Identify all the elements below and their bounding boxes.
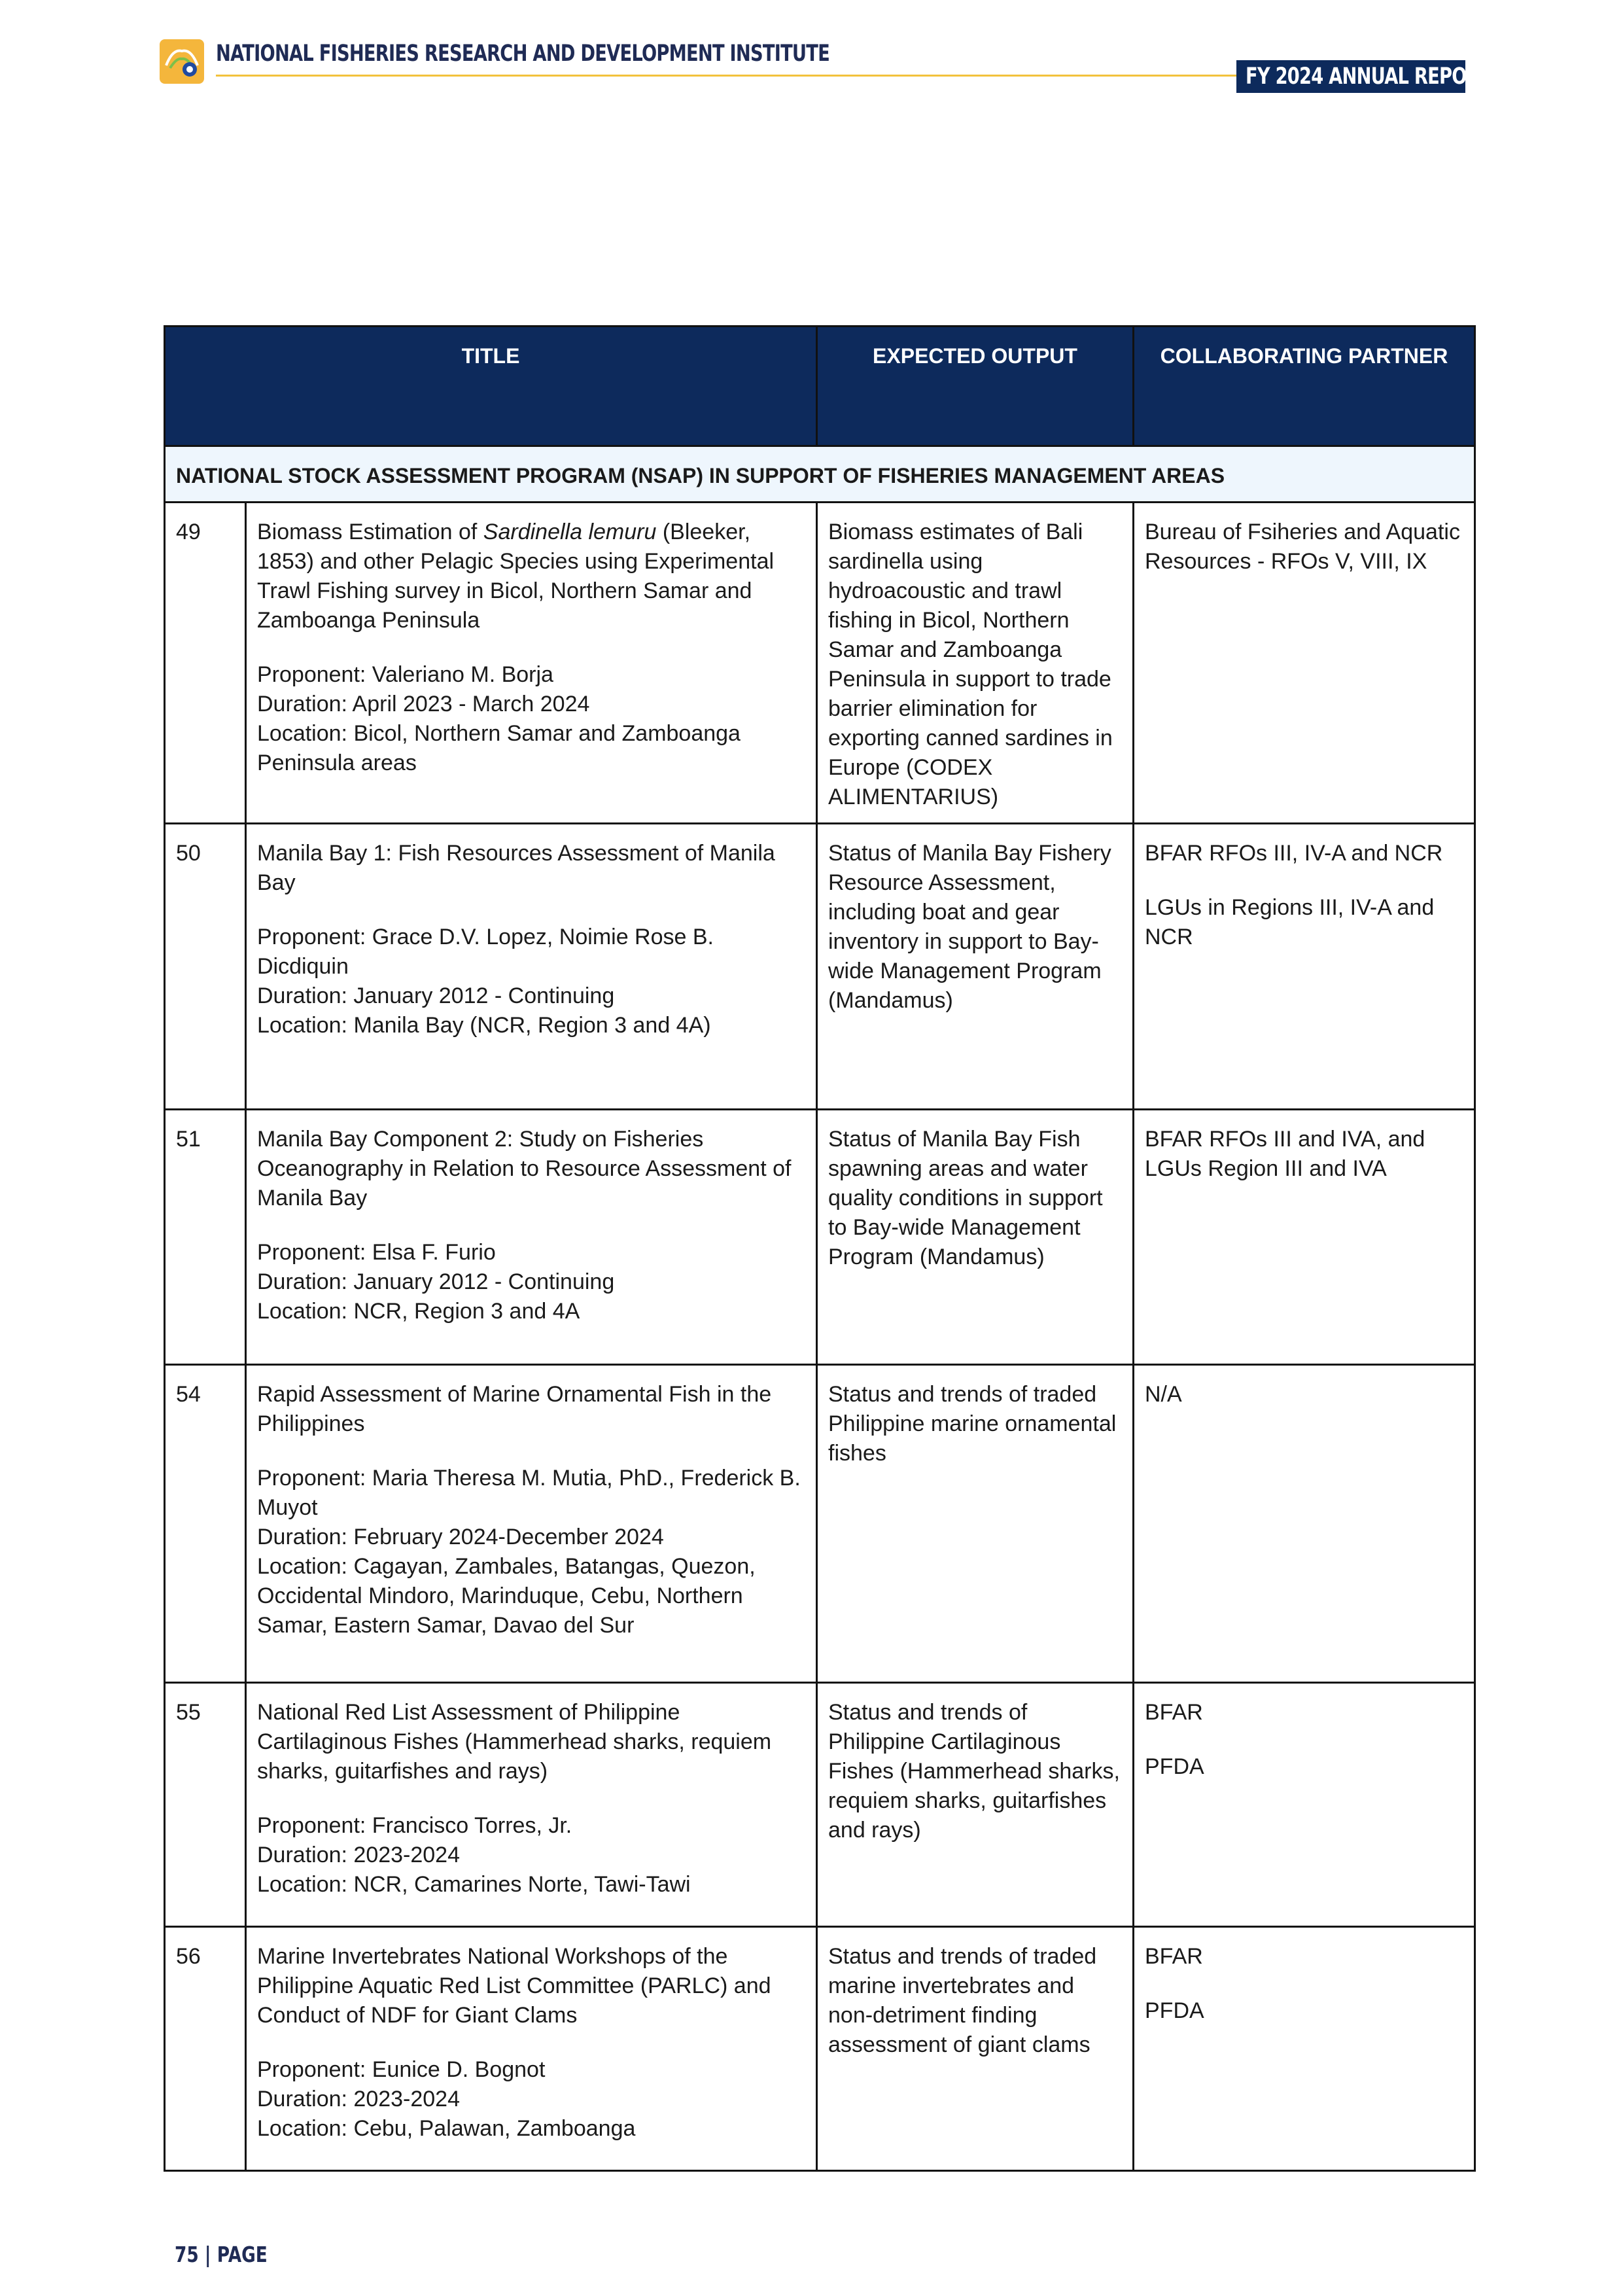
row-number: 50 [165, 824, 246, 1110]
title-text: (Bleeker, 1853) and other Pelagic Species using Experimental Trawl Fishing survey in Bicol, Northern Samar and Zamboanga Peninsula [257, 520, 775, 633]
row-output: Status and trends of Philippine Cartilaginous Fishes (Hammerhead sharks, requiem sharks, guitarfishes and rays) [817, 1683, 1134, 1927]
row-title: Marine Invertebrates National Workshops of the Philippine Aquatic Red List Committee (PARLC) and Conduct of NDF for Giant Clams [257, 1944, 771, 2028]
row-partner-secondary: PFDA [1145, 1998, 1204, 2023]
row-output: Biomass estimates of Bali sardinella using hydroacoustic and trawl fishing in Bicol, Northern Samar and Zamboanga Peninsula in support to trade barrier elimination for exporting canned sardines in Europe (CODEX ALIMENTARIUS) [817, 503, 1134, 824]
row-location: Location: Cebu, Palawan, Zamboanga [257, 2116, 636, 2141]
row-title: National Red List Assessment of Philippine Cartilaginous Fishes (Hammerhead sharks, requiem sharks, guitarfishes and rays) [257, 1700, 772, 1784]
table-row [165, 1683, 1475, 1927]
row-proponent: Proponent: Grace D.V. Lopez, Noimie Rose B. Dicdiquin [257, 925, 714, 979]
row-duration: Duration: 2023-2024 [257, 1843, 461, 1867]
row-proponent: Proponent: Valeriano M. Borja [257, 662, 553, 687]
title-text: Biomass Estimation of [257, 520, 483, 544]
row-number: 55 [165, 1683, 246, 1927]
row-duration: Duration: January 2012 - Continuing [257, 1269, 615, 1294]
row-partner: N/A [1134, 1365, 1475, 1683]
row-partner: BFAR RFOs III, IV-A and NCR [1145, 841, 1443, 866]
row-title: Manila Bay Component 2: Study on Fisheries Oceanography in Relation to Resource Assessment of Manila Bay [257, 1127, 792, 1210]
table-header-row [165, 327, 1475, 446]
row-location: Location: Cagayan, Zambales, Batangas, Quezon, Occidental Mindoro, Marinduque, Cebu, Northern Samar, Eastern Samar, Davao del Sur [257, 1554, 756, 1638]
row-location: Location: Bicol, Northern Samar and Zamboanga Peninsula areas [257, 721, 741, 775]
column-header-title: TITLE [165, 327, 817, 446]
row-partner-cell [1134, 1927, 1475, 2171]
column-header-output: EXPECTED OUTPUT [817, 327, 1134, 446]
report-badge [1236, 60, 1491, 93]
projects-table [164, 325, 1476, 2172]
row-proponent: Proponent: Maria Theresa M. Mutia, PhD., Frederick B. Muyot [257, 1466, 801, 1520]
row-location: Location: NCR, Region 3 and 4A [257, 1299, 580, 1324]
row-partner: BFAR [1145, 1944, 1203, 1969]
table-row [165, 824, 1475, 1110]
row-title-cell [246, 1365, 817, 1683]
section-title: NATIONAL STOCK ASSESSMENT PROGRAM (NSAP) IN SUPPORT OF FISHERIES MANAGEMENT AREAS [165, 446, 1475, 503]
row-partner: BFAR [1145, 1700, 1203, 1725]
row-output: Status of Manila Bay Fish spawning areas and water quality conditions in support to Bay-wide Management Program (Mandamus) [817, 1110, 1134, 1365]
table-row [165, 1365, 1475, 1683]
row-output: Status of Manila Bay Fishery Resource Assessment, including boat and gear inventory in support to Bay-wide Management Program (Mandamus) [817, 824, 1134, 1110]
row-output: Status and trends of traded Philippine marine ornamental fishes [817, 1365, 1134, 1683]
header-divider [216, 75, 1236, 77]
row-proponent: Proponent: Francisco Torres, Jr. [257, 1813, 572, 1838]
institute-logo-icon [160, 39, 204, 84]
row-location: Location: NCR, Camarines Norte, Tawi-Tawi [257, 1872, 691, 1897]
row-duration: Duration: February 2024-December 2024 [257, 1525, 664, 1549]
row-partner: Bureau of Fsiheries and Aquatic Resources - RFOs V, VIII, IX [1134, 503, 1475, 824]
species-name: Sardinella lemuru [483, 520, 657, 544]
row-duration: Duration: January 2012 - Continuing [257, 983, 615, 1008]
report-title: FY 2024 ANNUAL REPORT [1246, 63, 1491, 90]
row-number: 56 [165, 1927, 246, 2171]
row-title-cell [246, 1683, 817, 1927]
row-partner-cell [1134, 1683, 1475, 1927]
table-row [165, 1927, 1475, 2171]
row-number: 49 [165, 503, 246, 824]
row-title-cell [246, 503, 817, 824]
row-partner-secondary: LGUs in Regions III, IV-A and NCR [1145, 895, 1435, 949]
row-title: Rapid Assessment of Marine Ornamental Fish in the Philippines [257, 1382, 772, 1436]
row-location: Location: Manila Bay (NCR, Region 3 and 4A) [257, 1013, 711, 1038]
row-title-cell [246, 824, 817, 1110]
column-header-partner: COLLABORATING PARTNER [1134, 327, 1475, 446]
row-number: 51 [165, 1110, 246, 1365]
table-row [165, 1110, 1475, 1365]
row-partner-cell [1134, 824, 1475, 1110]
row-title: Manila Bay 1: Fish Resources Assessment of Manila Bay [257, 841, 775, 895]
row-duration: Duration: 2023-2024 [257, 2087, 461, 2111]
row-title [257, 518, 805, 635]
row-title-cell [246, 1927, 817, 2171]
page-number: 75 | PAGE [175, 2242, 268, 2267]
row-proponent: Proponent: Elsa F. Furio [257, 1240, 496, 1265]
row-output: Status and trends of traded marine invertebrates and non-detriment finding assessment of giant clams [817, 1927, 1134, 2171]
row-number: 54 [165, 1365, 246, 1683]
section-row [165, 446, 1475, 503]
row-partner: BFAR RFOs III and IVA, and LGUs Region III and IVA [1134, 1110, 1475, 1365]
row-proponent: Proponent: Eunice D. Bognot [257, 2057, 546, 2082]
row-title-cell [246, 1110, 817, 1365]
row-partner-secondary: PFDA [1145, 1754, 1204, 1779]
row-duration: Duration: April 2023 - March 2024 [257, 692, 590, 716]
institute-name: NATIONAL FISHERIES RESEARCH AND DEVELOPMENT INSTITUTE [216, 41, 830, 67]
table-row [165, 503, 1475, 824]
